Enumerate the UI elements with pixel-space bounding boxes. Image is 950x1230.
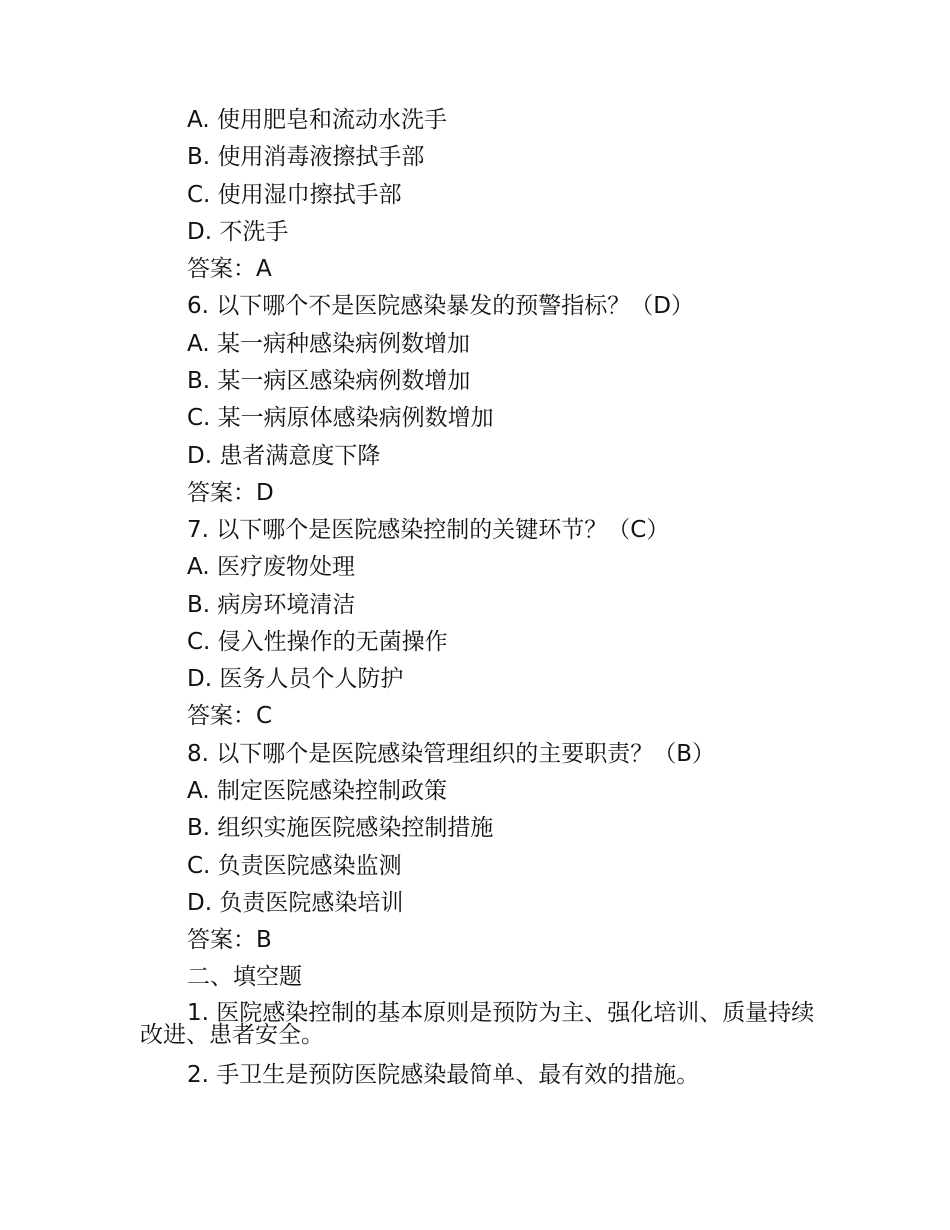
answer-q6: 答案：D <box>187 480 274 506</box>
option-d-q5: D. 不洗手 <box>187 219 289 245</box>
option-c-q8: C. 负责医院感染监测 <box>187 853 402 879</box>
option-a-q7: A. 医疗废物处理 <box>187 554 355 580</box>
option-d-q8: D. 负责医院感染培训 <box>187 890 404 916</box>
answer-q8: 答案：B <box>187 927 272 953</box>
section-heading-fill-in: 二、填空题 <box>187 964 302 990</box>
option-b-q8: B. 组织实施医院感染控制措施 <box>187 815 494 841</box>
option-b-q6: B. 某一病区感染病例数增加 <box>187 368 471 394</box>
option-c-q5: C. 使用湿巾擦拭手部 <box>187 182 402 208</box>
fill-in-item-1: 1. 医院感染控制的基本原则是预防为主、强化培训、质量持续改进、患者安全。 <box>140 1000 815 1048</box>
answer-q5: 答案：A <box>187 256 272 282</box>
option-c-q6: C. 某一病原体感染病例数增加 <box>187 405 494 431</box>
question-7: 7. 以下哪个是医院感染控制的关键环节？（C） <box>187 517 670 543</box>
option-a-q5: A. 使用肥皂和流动水洗手 <box>187 107 447 133</box>
option-b-q5: B. 使用消毒液擦拭手部 <box>187 144 425 170</box>
answer-q7: 答案：C <box>187 703 273 729</box>
question-8: 8. 以下哪个是医院感染管理组织的主要职责？（B） <box>187 741 716 767</box>
option-a-q6: A. 某一病种感染病例数增加 <box>187 331 470 357</box>
option-b-q7: B. 病房环境清洁 <box>187 592 356 618</box>
question-6: 6. 以下哪个不是医院感染暴发的预警指标？（D） <box>187 293 694 319</box>
option-c-q7: C. 侵入性操作的无菌操作 <box>187 629 448 655</box>
option-d-q6: D. 患者满意度下降 <box>187 443 381 469</box>
option-d-q7: D. 医务人员个人防护 <box>187 666 404 692</box>
fill-in-item-2: 2. 手卫生是预防医院感染最简单、最有效的措施。 <box>187 1062 700 1088</box>
option-a-q8: A. 制定医院感染控制政策 <box>187 778 447 804</box>
